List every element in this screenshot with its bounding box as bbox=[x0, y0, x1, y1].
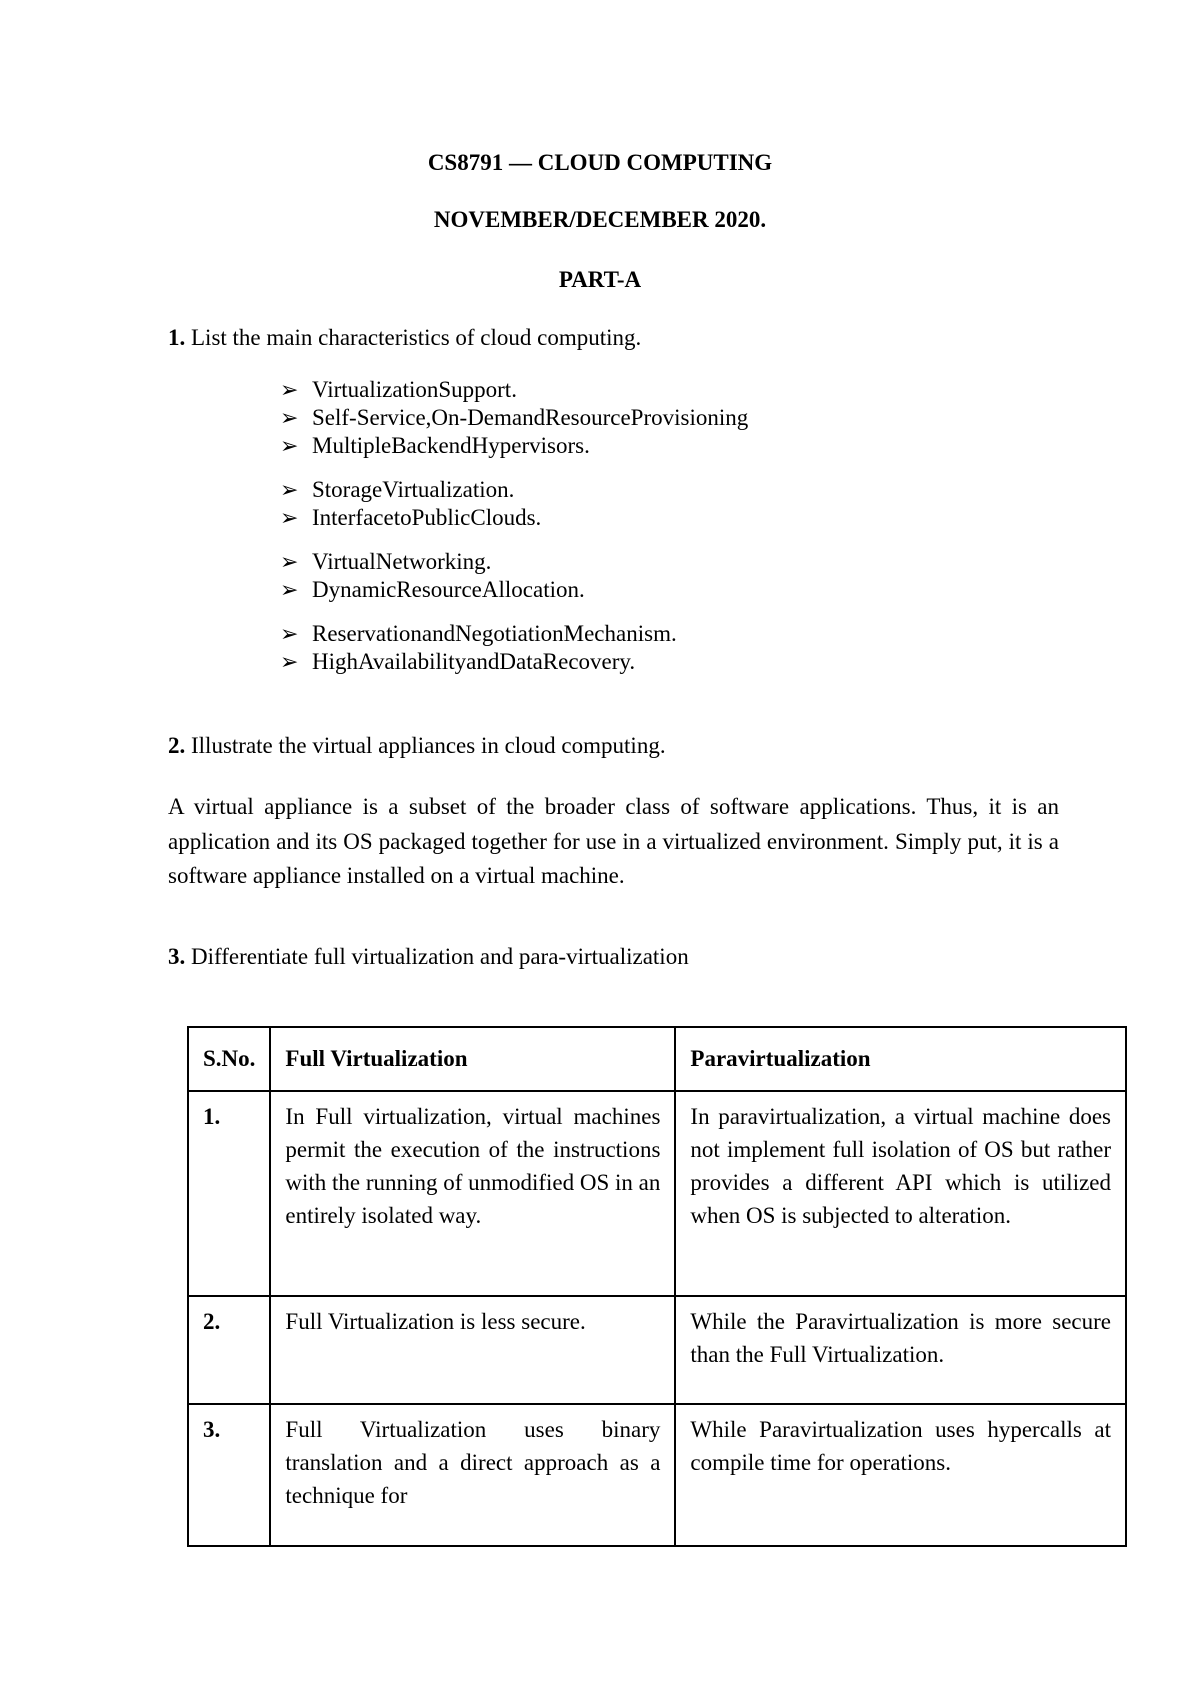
column-header: S.No. bbox=[188, 1027, 270, 1091]
column-header: Paravirtualization bbox=[675, 1027, 1126, 1091]
list-item: ➢ VirtualizationSupport. bbox=[280, 377, 517, 402]
arrow-bullet-icon: ➢ bbox=[280, 549, 299, 574]
list-item: ➢ VirtualNetworking. bbox=[280, 549, 492, 574]
table-cell: While Paravirtualization uses hypercalls at compile time for operations. bbox=[675, 1404, 1126, 1546]
table-row bbox=[188, 1404, 1126, 1546]
exam-session: NOVEMBER/DECEMBER 2020. bbox=[433, 207, 767, 232]
table-cell: In Full virtualization, virtual machines permit the execution of the instructions with the running of unmodified OS in an entirely isolated way. bbox=[270, 1091, 675, 1296]
arrow-bullet-icon: ➢ bbox=[280, 621, 299, 646]
list-item: ➢ HighAvailabilityandDataRecovery. bbox=[280, 649, 636, 674]
table-header-row bbox=[188, 1027, 1126, 1091]
table-cell: While the Paravirtualization is more secure than the Full Virtualization. bbox=[675, 1296, 1126, 1404]
table-cell: Full Virtualization uses binary translation and a direct approach as a technique for bbox=[270, 1404, 675, 1546]
table-cell: 2. bbox=[188, 1296, 270, 1404]
course-title: CS8791 — CLOUD COMPUTING bbox=[427, 150, 773, 175]
arrow-bullet-icon: ➢ bbox=[280, 649, 299, 674]
arrow-bullet-icon: ➢ bbox=[280, 405, 299, 430]
part-heading: PART-A bbox=[558, 267, 642, 292]
list-item: ➢ ReservationandNegotiationMechanism. bbox=[280, 621, 677, 646]
question-2 bbox=[168, 733, 666, 759]
question-3 bbox=[168, 944, 689, 970]
table-row bbox=[188, 1091, 1126, 1296]
comparison-table bbox=[187, 1026, 1127, 1547]
list-item: ➢ Self-Service,On-DemandResourceProvisioning bbox=[280, 405, 749, 430]
list-item: ➢ DynamicResourceAllocation. bbox=[280, 577, 585, 602]
column-header: Full Virtualization bbox=[270, 1027, 675, 1091]
table-cell: 1. bbox=[188, 1091, 270, 1296]
list-item: ➢ MultipleBackendHypervisors. bbox=[280, 433, 590, 458]
question-text: Illustrate the virtual appliances in cloud computing. bbox=[191, 733, 666, 758]
table-row bbox=[188, 1296, 1126, 1404]
arrow-bullet-icon: ➢ bbox=[280, 505, 299, 530]
arrow-bullet-icon: ➢ bbox=[280, 433, 299, 458]
table-cell: 3. bbox=[188, 1404, 270, 1546]
list-item: ➢ InterfacetoPublicClouds. bbox=[280, 505, 542, 530]
question-text: Differentiate full virtualization and para-virtualization bbox=[191, 944, 689, 969]
table-cell: Full Virtualization is less secure. bbox=[270, 1296, 675, 1404]
table-cell: In paravirtualization, a virtual machine does not implement full isolation of OS but rather provides a different API which is utilized when OS is subjected to alteration. bbox=[675, 1091, 1126, 1296]
question-number: 1. bbox=[168, 325, 186, 350]
question-text: List the main characteristics of cloud computing. bbox=[191, 325, 642, 350]
arrow-bullet-icon: ➢ bbox=[280, 377, 299, 402]
arrow-bullet-icon: ➢ bbox=[280, 577, 299, 602]
list-item: ➢ StorageVirtualization. bbox=[280, 477, 515, 502]
question-1 bbox=[168, 325, 641, 351]
question-number: 3. bbox=[168, 944, 186, 969]
answer-paragraph: A virtual appliance is a subset of the broader class of software applications. Thus, it is an application and its OS packaged together for use in a virtualized environment. Simply put, it is a software appliance installed on a virtual machine. bbox=[168, 794, 1059, 888]
question-number: 2. bbox=[168, 733, 186, 758]
arrow-bullet-icon: ➢ bbox=[280, 477, 299, 502]
